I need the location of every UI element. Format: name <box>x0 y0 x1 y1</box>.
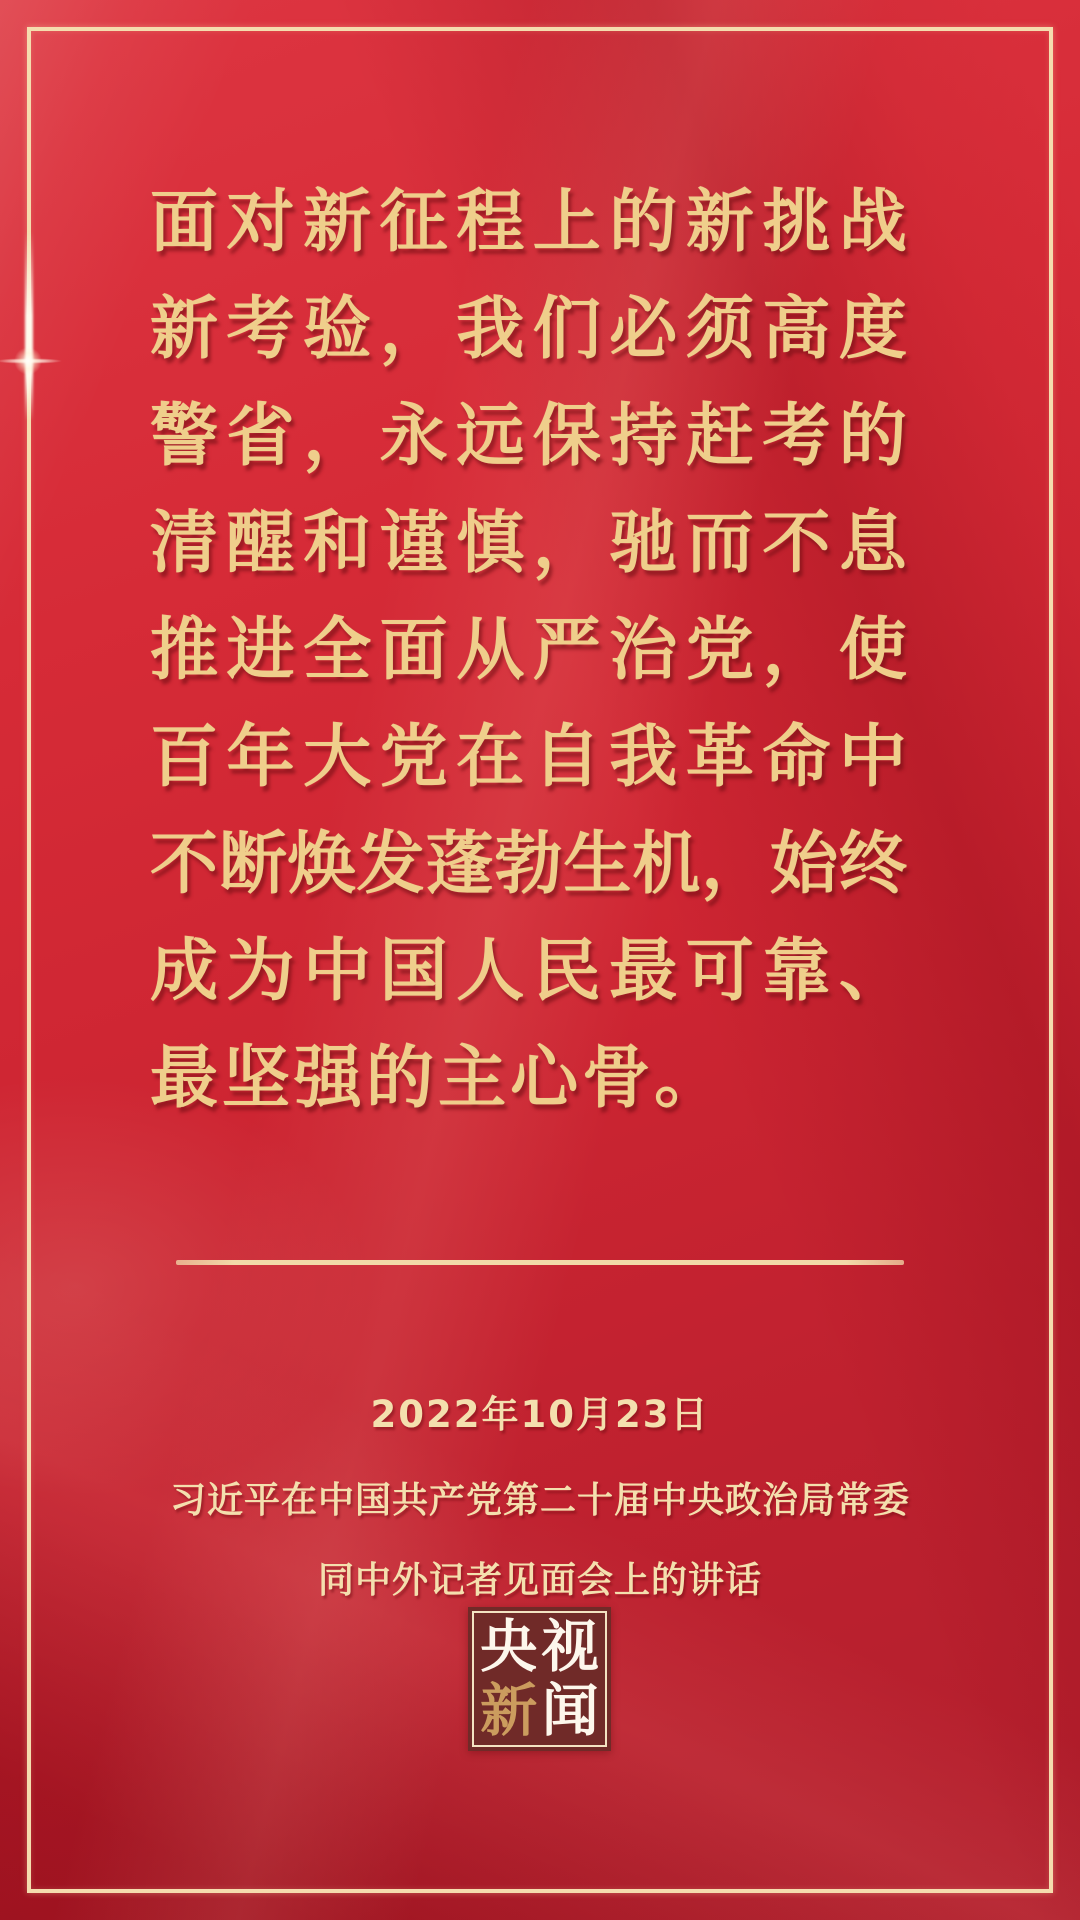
quote-character: 治 <box>609 611 678 690</box>
quote-character: 命 <box>762 718 831 797</box>
quote-character: 可 <box>685 932 754 1011</box>
quote-character: 而 <box>685 504 754 583</box>
quote-line <box>150 912 907 1019</box>
divider-line <box>176 1260 904 1265</box>
quote-character: 人 <box>456 932 525 1011</box>
quote-character: 中 <box>838 718 907 797</box>
quote-character: 新 <box>150 290 219 369</box>
quote-line-last <box>150 1019 907 1126</box>
quote-character: 程 <box>456 183 525 262</box>
quote-character: 骨 <box>582 1039 651 1118</box>
quote-character: 考 <box>762 397 831 476</box>
quote-character: ， <box>532 504 601 583</box>
quote-line <box>150 163 907 270</box>
quote-character: 对 <box>226 183 295 262</box>
quote-character: 须 <box>685 290 754 369</box>
quote-character: 度 <box>838 290 907 369</box>
logo-char-yang: 央 <box>480 1613 538 1680</box>
quote-character: 保 <box>532 397 601 476</box>
quote-character: 革 <box>685 718 754 797</box>
cctv-news-logo <box>468 1607 611 1751</box>
quote-character: 为 <box>226 932 295 1011</box>
quote-character: ， <box>762 611 831 690</box>
quote-character: 面 <box>150 183 219 262</box>
quote-character: 省 <box>226 397 295 476</box>
quote-character: 挑 <box>762 183 831 262</box>
speech-date: 2022年10月23日 <box>370 1393 710 1436</box>
quote-character: 发 <box>356 825 425 904</box>
quote-character: 最 <box>150 1039 219 1118</box>
quote-character: 战 <box>838 183 907 262</box>
quote-character: 民 <box>532 932 601 1011</box>
quote-character: 赶 <box>685 397 754 476</box>
quote-character: 中 <box>303 932 372 1011</box>
quote-character: 最 <box>609 932 678 1011</box>
quote-character: 的 <box>609 183 678 262</box>
quote-character: 从 <box>456 611 525 690</box>
quote-character: 我 <box>609 718 678 797</box>
quote-character: 党 <box>685 611 754 690</box>
quote-character: 靠 <box>762 932 831 1011</box>
quote-line <box>150 270 907 377</box>
quote-character: 成 <box>150 932 219 1011</box>
quote-character: 全 <box>303 611 372 690</box>
quote-character: 慎 <box>456 504 525 583</box>
quote-character: 年 <box>226 718 295 797</box>
quote-character: 谨 <box>379 504 448 583</box>
quote-character: 永 <box>379 397 448 476</box>
quote-character: 主 <box>438 1039 507 1118</box>
quote-character: 进 <box>226 611 295 690</box>
quote-character: 在 <box>456 718 525 797</box>
sparkle-glint-icon <box>28 361 30 363</box>
quote-text-block <box>150 163 907 1126</box>
quote-character: 驰 <box>609 504 678 583</box>
quote-character: 不 <box>762 504 831 583</box>
quote-character: 考 <box>226 290 295 369</box>
quote-character: 息 <box>838 504 907 583</box>
quote-character: 机 <box>632 825 701 904</box>
quote-character: 们 <box>532 290 601 369</box>
quote-character: 大 <box>303 718 372 797</box>
quote-character: 推 <box>150 611 219 690</box>
quote-character: 勃 <box>494 825 563 904</box>
quote-character: 生 <box>563 825 632 904</box>
quote-character: 必 <box>609 290 678 369</box>
quote-character: 醒 <box>226 504 295 583</box>
quote-character: 强 <box>294 1039 363 1118</box>
quote-line <box>150 805 907 912</box>
quote-character: 高 <box>762 290 831 369</box>
quote-character: 和 <box>303 504 372 583</box>
logo-char-wen: 闻 <box>541 1677 599 1744</box>
logo-char-shi: 视 <box>541 1613 599 1680</box>
quote-character: 验 <box>303 290 372 369</box>
quote-character: 。 <box>654 1039 723 1118</box>
logo-char-xin: 新 <box>480 1677 538 1744</box>
quote-character: 警 <box>150 397 219 476</box>
quote-character: ， <box>303 397 372 476</box>
quote-character: 的 <box>838 397 907 476</box>
quote-character: ， <box>701 825 770 904</box>
quote-character: 百 <box>150 718 219 797</box>
quote-line <box>150 591 907 698</box>
quote-character: 持 <box>609 397 678 476</box>
quote-character: 焕 <box>287 825 356 904</box>
quote-character: 征 <box>379 183 448 262</box>
quote-character: 国 <box>379 932 448 1011</box>
quote-character: 始 <box>770 825 839 904</box>
quote-character: 坚 <box>222 1039 291 1118</box>
quote-character: 使 <box>838 611 907 690</box>
sparkle-core <box>14 347 42 375</box>
quote-character: 上 <box>532 183 601 262</box>
quote-character: 新 <box>685 183 754 262</box>
quote-line <box>150 698 907 805</box>
quote-character: 终 <box>838 825 907 904</box>
quote-character: 自 <box>532 718 601 797</box>
quote-character: 、 <box>838 932 907 1011</box>
quote-character: 蓬 <box>425 825 494 904</box>
quote-character: 远 <box>456 397 525 476</box>
quote-line <box>150 377 907 484</box>
attribution-line-1: 习近平在中国共产党第二十届中央政治局常委 <box>169 1480 910 1521</box>
quote-character: 断 <box>218 825 287 904</box>
logo-character-grid <box>478 1615 601 1743</box>
quote-character: 严 <box>532 611 601 690</box>
quote-character: 清 <box>150 504 219 583</box>
quote-character: 的 <box>366 1039 435 1118</box>
quote-character: ， <box>379 290 448 369</box>
quote-character: 我 <box>456 290 525 369</box>
quote-character: 面 <box>379 611 448 690</box>
quote-line <box>150 484 907 591</box>
quote-character: 心 <box>510 1039 579 1118</box>
quote-character: 新 <box>303 183 372 262</box>
quote-character: 党 <box>379 718 448 797</box>
quote-character: 不 <box>150 825 219 904</box>
attribution-line-2: 同中外记者见面会上的讲话 <box>317 1560 762 1601</box>
